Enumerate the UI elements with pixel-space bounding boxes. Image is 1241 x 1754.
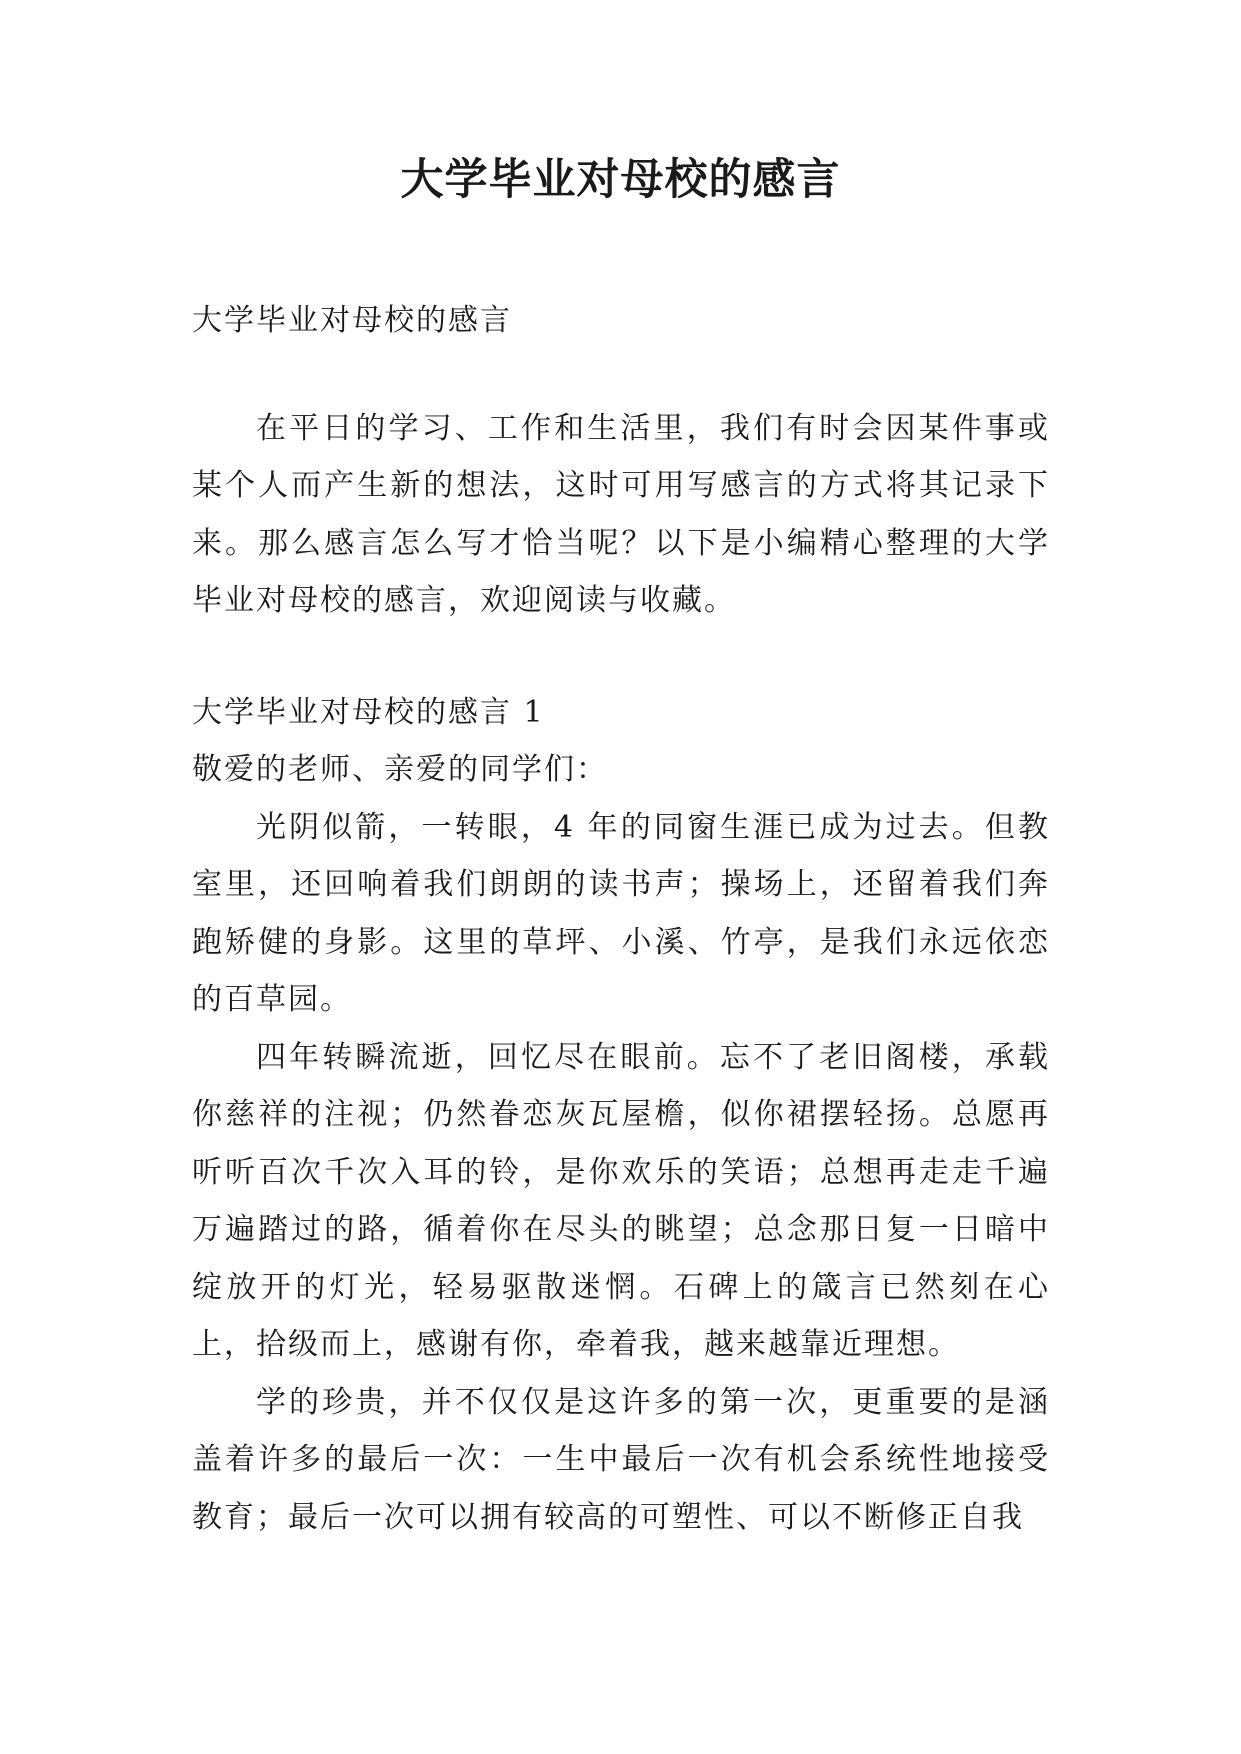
section-heading: 大学毕业对母校的感言 1 — [192, 694, 545, 730]
document-subtitle: 大学毕业对母校的感言 — [192, 303, 512, 338]
intro-paragraph: 在平日的学习、工作和生活里，我们有时会因某件事或某个人而产生新的想法，这时可用写感言的方式将其记录下来。那么感言怎么写才恰当呢？以下是小编精心整理的大学毕业对母校的感言，欢迎阅读与收藏。 — [192, 410, 1050, 618]
body-paragraph: 光阴似箭，一转眼，4 年的同窗生涯已成为过去。但教室里，还回响着我们朗朗的读书声；操场上，还留着我们奔跑矫健的身影。这里的草坪、小溪、竹亭，是我们永远依恋的百草园。 — [192, 809, 1050, 1017]
document-title: 大学毕业对母校的感言 — [400, 155, 841, 205]
salutation: 敬爱的老师、亲爱的同学们： — [192, 752, 608, 787]
spacer — [192, 350, 1050, 400]
document-body — [192, 292, 1050, 1546]
body-paragraph: 四年转瞬流逝，回忆尽在眼前。忘不了老旧阁楼，承载你慈祥的注视；仍然眷恋灰瓦屋檐，似你裙摆轻扬。总愿再听听百次千次入耳的铃，是你欢乐的笑语；总想再走走千遍万遍踏过的路，循着你在尽头的眺望；总念那日复一日暗中绽放开的灯光，轻易驱散迷惘。石碑上的箴言已然刻在心上，拾级而上，感谢有你，牵着我，越来越靠近理想。 — [192, 1039, 1050, 1362]
body-paragraph: 学的珍贵，并不仅仅是这许多的第一次，更重要的是涵盖着许多的最后一次：一生中最后一次有机会系统性地接受教育；最后一次可以拥有较高的可塑性、可以不断修正自我 — [192, 1384, 1050, 1535]
spacer — [192, 630, 1050, 684]
